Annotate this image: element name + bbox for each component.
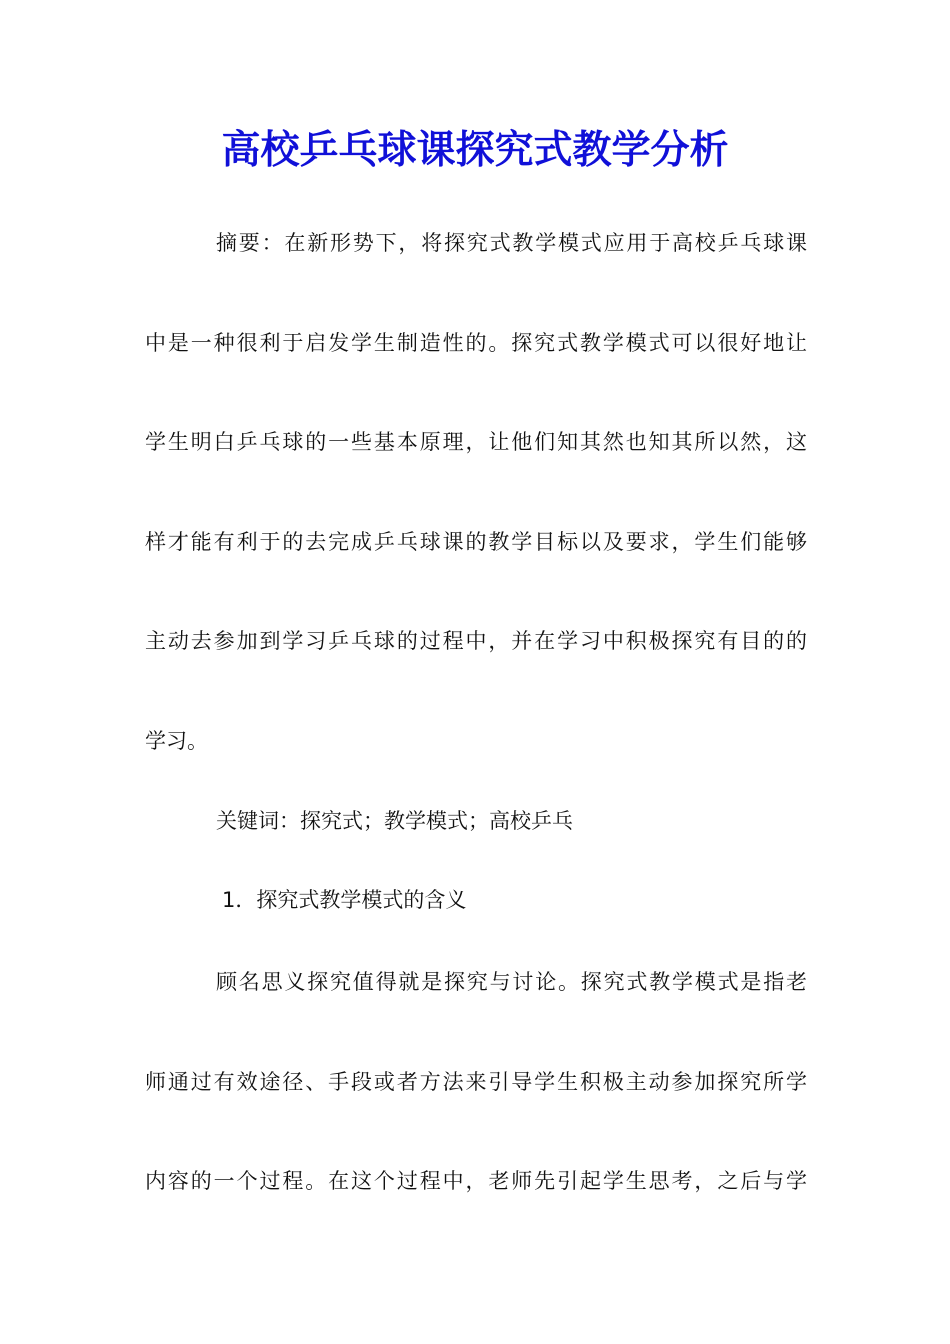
section-line-2: 师通过有效途径、手段或者方法来引导学生积极主动参加探究所学: [145, 1070, 807, 1094]
abstract-line-5: 主动去参加到学习乒乓球的过程中，并在学习中积极探究有目的的: [145, 629, 807, 653]
section-line-3: 内容的一个过程。在这个过程中，老师先引起学生思考，之后与学: [145, 1169, 807, 1193]
section-heading: 1．探究式教学模式的含义: [222, 888, 467, 912]
abstract-line-1: 摘要：在新形势下，将探究式教学模式应用于高校乒乓球课: [216, 231, 807, 255]
abstract-line-4: 样才能有利于的去完成乒乓球课的教学目标以及要求，学生们能够: [145, 530, 807, 554]
section-line-1: 顾名思义探究值得就是探究与讨论。探究式教学模式是指老: [216, 970, 807, 994]
abstract-line-6: 学习。: [145, 729, 208, 753]
document-title: 高校乒乓球课探究式教学分析: [221, 127, 729, 173]
abstract-line-2: 中是一种很利于启发学生制造性的。探究式教学模式可以很好地让: [145, 331, 807, 355]
keywords-line: 关键词：探究式；教学模式；高校乒乓: [216, 809, 573, 833]
abstract-line-3: 学生明白乒乓球的一些基本原理，让他们知其然也知其所以然，这: [145, 430, 807, 454]
